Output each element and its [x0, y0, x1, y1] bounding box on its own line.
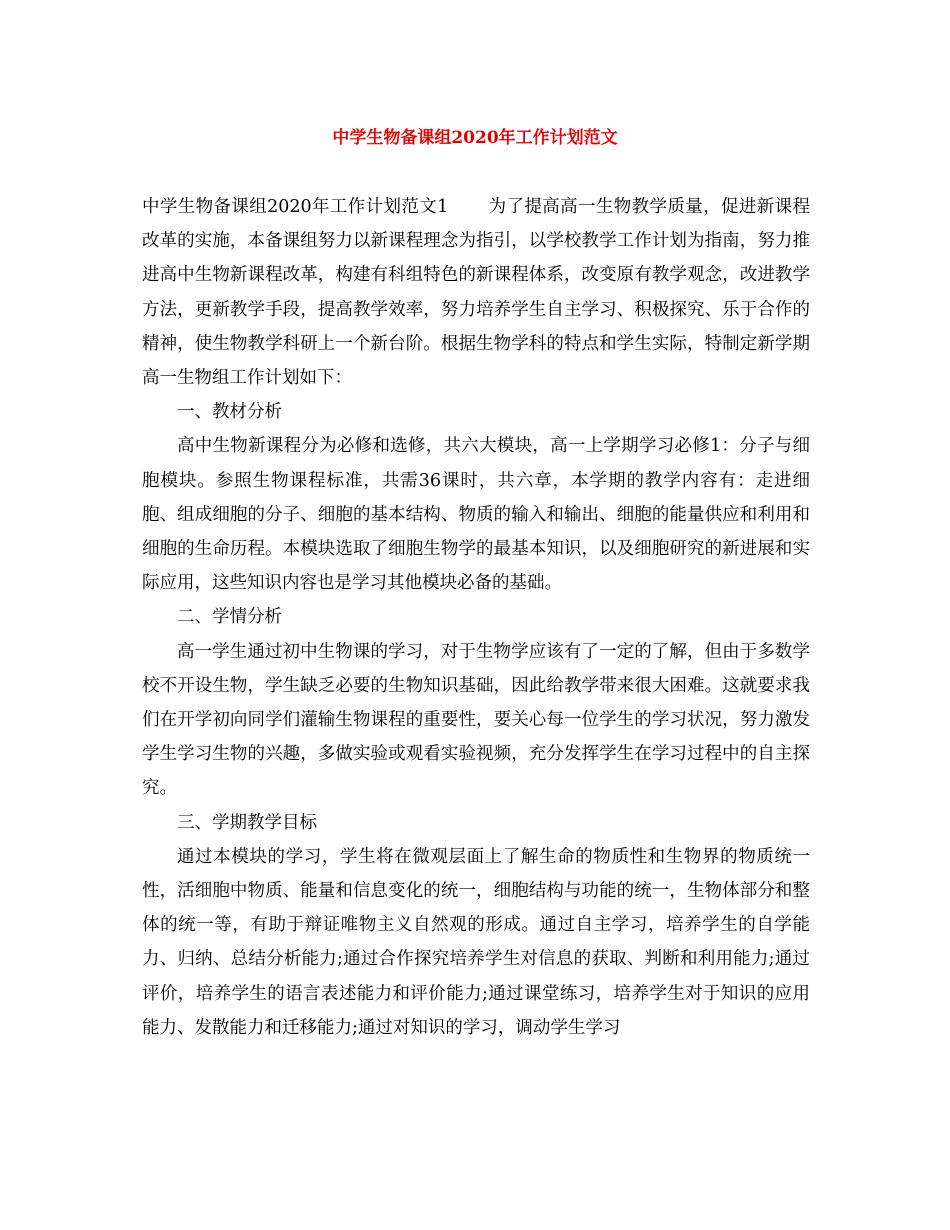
section-body-student-analysis: 高一学生通过初中生物课的学习，对于生物学应该有了一定的了解，但由于多数学校不开设生物，学生缺乏必要的生物知识基础，因此给教学带来很大困难。这就要求我们在开学初向同学们灌输生物课程的重要性，要关心每一位学生的学习状况，努力激发学生学习生物的兴趣，多做实验或观看实验视频，充分发挥学生在学习过程中的自主探究。 [142, 641, 810, 799]
section-body-textbook-analysis: 高中生物新课程分为必修和选修，共六大模块，高一上学期学习必修1：分子与细胞模块。参照生物课程标准，共需36课时，共六章，本学期的教学内容有：走进细胞、组成细胞的分子、细胞的基本结构、物质的输入和输出、细胞的能量供应和利用和细胞的生命历程。本模块选取了细胞生物学的最基本知识，以及细胞研究的新进展和实际应用，这些知识内容也是学习其他模块必备的基础。 [142, 436, 810, 594]
section-heading-student-analysis: 二、学情分析 [177, 607, 282, 628]
section-heading-textbook-analysis: 一、教材分析 [177, 402, 282, 423]
intro-text: 为了提高高一生物教学质量，促进新课程改革的实施，本备课组努力以新课程理念为指引，以学校教学工作计划为指南，努力推进高中生物新课程改革，构建有科组特色的新课程体系，改变原有教学观念，改进教学方法，更新教学手段，提高教学效率，努力培养学生自主学习、积极探究、乐于合作的精神，使生物教学科研上一个新台阶。根据生物学科的特点和学生实际，特制定新学期高一生物组工作计划如下： [142, 197, 811, 389]
intro-heading: 中学生物备课组2020年工作计划范文1 [142, 197, 449, 217]
intro-paragraph [142, 190, 810, 395]
document-title: 中学生物备课组2020年工作计划范文 [332, 128, 618, 148]
section-body-teaching-goals: 通过本模块的学习，学生将在微观层面上了解生命的物质性和生物界的物质统一性，活细胞中物质、能量和信息变化的统一，细胞结构与功能的统一，生物体部分和整体的统一等，有助于辩证唯物主义自然观的形成。通过自主学习，培养学生的自学能力、归纳、总结分析能力;通过合作探究培养学生对信息的获取、判断和利用能力;通过评价，培养学生的语言表述能力和评价能力;通过课堂练习，培养学生对于知识的应用能力、发散能力和迁移能力;通过对知识的学习，调动学生学习 [142, 846, 810, 1038]
document-body [142, 190, 810, 1045]
section-heading-teaching-goals: 三、学期教学目标 [177, 812, 317, 833]
